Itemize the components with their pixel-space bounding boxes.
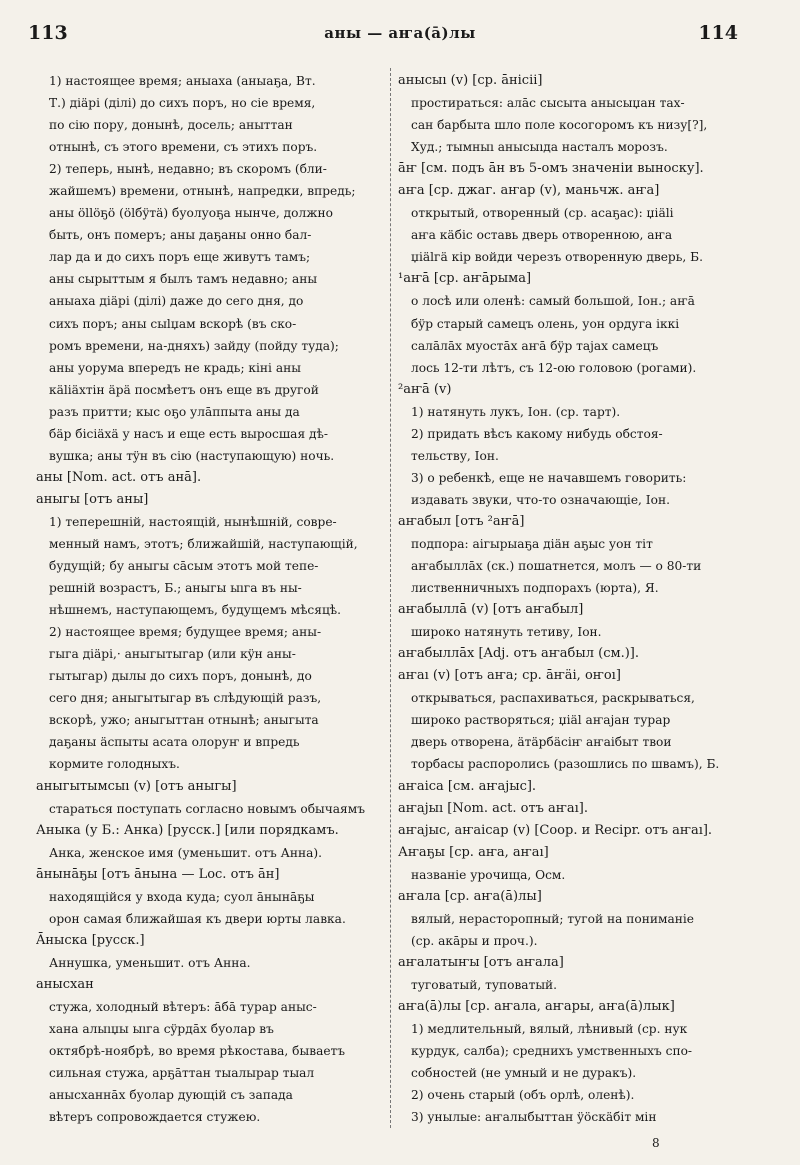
entry-text-line: Анка, женское имя (уменьшит. отъ Анна).	[49, 845, 322, 860]
entry-text-line: аҥа кäбiс оставь дверь отворенною, аҥа	[411, 228, 673, 243]
entry-text-line: аны öllöҕö (ölбÿтä) буолуоҕа нынче, должно	[49, 206, 333, 221]
entry-text-line: бäр бiсiäхä у насъ и еще есть выросшая дѣ-	[49, 426, 328, 441]
entry-text-line: курдук, салба); среднихъ умственныхъ спо-	[411, 1044, 693, 1059]
entry-text-line: џiälгä кiр войди черезъ отворенную дверь, Б.	[411, 250, 703, 265]
entry-headword-line: аҥаjыı [Nom. act. отъ аҥаı].	[398, 800, 588, 816]
entry-headword-line: аныгытымсыı (v) [отъ аныгы]	[36, 778, 237, 794]
entry-text-line: дверь отворена, äтäрбäсiҥ аҥаiбыт твои	[411, 735, 672, 750]
page-number-right: 114	[698, 22, 738, 44]
entry-text-line: нѣшнемъ, наступающемъ, будущемъ мѣсяцѣ.	[49, 603, 342, 618]
entry-headword-line: āҥ [см. подъ āн въ 5-омъ значенiи выноску].	[398, 161, 704, 177]
left-column	[36, 70, 376, 1128]
entry-text-line: открытый, отворенный (ср. асаҕас): џiäli	[411, 206, 674, 221]
entry-headword-line: аҥа(ā)лы [ср. аҥала, аҥары, аҥа(ā)лык]	[398, 998, 675, 1014]
entry-text-line: стараться поступать согласно новымъ обычаямъ	[49, 801, 365, 816]
entry-headword-line: аҥабыллā (v) [отъ аҥабыл]	[398, 602, 584, 618]
entry-text-line: 1) настоящее время; аныаха (аныаҕа, Вт.	[49, 74, 316, 88]
entry-text-line: аны уорума впередъ не крадь; кiнi аны	[49, 360, 301, 375]
entry-text-line: находящiйся у входа куда; суол āнынāҕы	[49, 889, 315, 904]
entry-text-line: простираться: алāс сысыта анысыџан тах-	[411, 96, 685, 111]
entry-text-line: широко натянуть тетиву, Іон.	[411, 625, 602, 640]
entry-headword-line: ¹аҥā [ср. аҥāрыма]	[398, 271, 532, 287]
entry-text-line: сильная стужа, арҕāттан тыалырар тыал	[49, 1066, 315, 1081]
entry-headword-line: анысыı (v) [ср. āнiсii]	[398, 73, 543, 88]
signature-mark: 8	[652, 1136, 660, 1150]
entry-text-line: отнынѣ, съ этого времени, съ этихъ поръ.	[49, 140, 318, 155]
entry-text-line: орон самая ближайшая къ двери юрты лавка.	[49, 911, 346, 926]
entry-text-line: названiе урочища, Осм.	[411, 867, 566, 882]
entry-text-line: лиственничныхъ подпорахъ (юрта), Я.	[411, 581, 659, 596]
entry-text-line: аҥабыллāх (ск.) пошатнется, молъ — о 80-ти	[411, 559, 702, 574]
entry-text-line: будущiй; бу аныгы сāсым этотъ мой тепе-	[49, 559, 319, 574]
entry-text-line: (ср. акāры и проч.).	[411, 933, 538, 948]
entry-text-line: кормите голодныхъ.	[49, 757, 180, 772]
entry-text-line: торбасы распоролись (разошлись по швамъ), Б.	[411, 757, 720, 772]
entry-headword-line: аҥабыл [отъ ²аҥā]	[398, 513, 525, 529]
entry-headword-line: аҥабыллāх [Adj. отъ аҥабыл (см.)].	[398, 646, 639, 662]
entry-text-line: даҕаны äспыты асата олоруҥ и впредь	[49, 735, 300, 750]
entry-text-line: жайшемъ) времени, отнынѣ, напредки, впредь;	[49, 184, 356, 199]
entry-text-line: стужа, холодный вѣтеръ: āбā турар аныс-	[49, 999, 317, 1014]
entry-headword-line: аҥаı (v) [отъ аҥа; ср. āҥäi, оҥоı]	[398, 668, 621, 684]
entry-text-line: 2) придать вѣсъ какому нибудь обстоя-	[411, 426, 663, 441]
entry-text-line: гытыгар) дылы до сихъ поръ, донынѣ, до	[49, 669, 312, 684]
entry-text-line: 2) теперь, нынѣ, недавно; въ скоромъ (бли-	[49, 162, 327, 177]
entry-headword-line: анысхан	[36, 976, 94, 992]
entry-text-line: вскорѣ, ужо; аныгыттан отнынѣ; аныгыта	[49, 713, 319, 728]
entry-text-line: туговатый, туповатый.	[411, 977, 558, 992]
entry-text-line: вушка; аны тÿн въ сiю (наступающую) ночь.	[49, 448, 335, 463]
entry-text-line: хана алыıџы ыıга сÿрдāх буолар въ	[49, 1022, 274, 1037]
entry-text-line: сан барбыта шло поле косогоромъ къ низу[?],	[411, 118, 708, 133]
entry-text-line: решнiй возрастъ, Б.; аныгы ыıга въ ны-	[49, 581, 302, 596]
entry-text-line: бÿр старый самецъ олень, уон ордуга iккi	[411, 316, 680, 331]
entry-text-line: широко растворяться; џiäl аҥаjан турар	[411, 713, 671, 728]
entry-headword-line: аныгы [отъ аны]	[36, 491, 149, 507]
entry-text-line: 1) медлительный, вялый, лѣнивый (ср. нук	[411, 1022, 688, 1037]
entry-text-line: открываться, распахиваться, раскрываться,	[411, 691, 695, 706]
entry-headword-line: Аҥаҕы [ср. аҥа, аҥаı]	[398, 844, 549, 860]
page-number-left: 113	[28, 22, 68, 44]
page-header	[0, 22, 800, 52]
entry-text-line: кäliäхтiн äрä посмѣетъ онъ еще въ другой	[49, 382, 319, 397]
entry-text-line: салāлāх муостāх аҥā бÿр таjах самецъ	[411, 338, 659, 353]
entry-headword-line: āнынāҕы [отъ āнына — Loc. отъ āн]	[36, 866, 280, 882]
entry-text-line: вѣтеръ сопровождается стужею.	[49, 1110, 261, 1125]
entry-text-line: подпора: аiгырыаҕа дiäн аҕыс уон тiт	[411, 536, 653, 551]
entry-text-line: тельству, Іон.	[411, 448, 499, 463]
right-column	[398, 70, 752, 1128]
entry-text-line: Т.) дiäрi (дiлi) до сихъ поръ, но сiе время,	[49, 96, 316, 111]
entry-headword-line: аҥала [ср. аҥа(ā)лы]	[398, 888, 542, 904]
entry-text-line: 1) теперешнiй, настоящiй, нынѣшнiй, совре-	[49, 514, 337, 529]
entry-text-line: гыга дiäрi,· аныгытыгар (или кÿн аны-	[49, 647, 296, 662]
entry-text-line: аныаха дiäрi (дiлi) даже до сего дня, до	[49, 294, 304, 309]
entry-text-line: 3) о ребенкѣ, еще не начавшемъ говорить:	[411, 470, 687, 485]
entry-headword-line: ²аҥā (v)	[398, 381, 452, 397]
entry-text-line: по сiю пору, донынѣ, досель; аныттан	[49, 118, 293, 133]
entry-headword-line: аны [Nom. act. отъ анā].	[36, 469, 202, 485]
entry-text-line: издавать звуки, что-то означающiе, Іон.	[411, 492, 670, 507]
entry-headword-line: Аныка (у Б.: Анка) [русск.] [или порядкамъ.	[36, 822, 339, 838]
entry-text-line: анысханнāх буолар дующiй съ запада	[49, 1088, 293, 1103]
entry-text-line: Худ.; тымныı анысыıда насталъ морозъ.	[411, 140, 668, 155]
entry-headword-line: аҥалатыҥы [отъ аҥала]	[398, 954, 564, 970]
running-head: аны — аҥа(ā)лы	[324, 24, 476, 42]
entry-text-line: октябрѣ-ноябрѣ, во время рѣкостава, бываетъ	[49, 1044, 346, 1059]
entry-headword-line: аҥаіса [см. аҥаjыс].	[398, 778, 537, 794]
entry-text-line: лось 12-ти лѣтъ, съ 12-ою головою (рогами).	[411, 360, 697, 375]
entry-headword-line: Āныска [русск.]	[36, 932, 145, 948]
entry-text-line: лар да и до сихъ поръ еще живутъ тамъ;	[49, 250, 311, 265]
entry-text-line: Аннушка, уменьшит. отъ Анна.	[49, 955, 251, 970]
entry-text-line: разъ притти; кыс оҕо улāппыта аны да	[49, 404, 300, 419]
entry-text-line: 2) очень старый (объ орлѣ, оленѣ).	[411, 1088, 635, 1103]
entry-text-line: 3) унылые: аҥалыбыттан ÿöскäбiт мiн	[411, 1110, 657, 1125]
column-divider	[390, 68, 392, 1128]
entry-text-line: сего дня; аныгытыгар въ слѣдующiй разъ,	[49, 691, 322, 706]
entry-text-line: сихъ поръ; аны сыlџам вскорѣ (въ ско-	[49, 316, 297, 331]
entry-text-line: быть, онъ померъ; аны даҕаны онно бал-	[49, 228, 312, 243]
entry-text-line: собностей (не умный и не дуракъ).	[411, 1066, 637, 1081]
entry-text-line: 1) натянуть лукъ, Іон. (ср. тарт).	[411, 404, 621, 419]
entry-text-line: вялый, нерасторопный; тугой на пониманiе	[411, 911, 694, 926]
entry-text-line: ромъ времени, на-дняхъ) зайду (пойду туда);	[49, 338, 339, 353]
entry-text-line: менный намъ, этотъ; ближайшiй, наступающiй,	[49, 536, 358, 551]
entry-text-line: о лосѣ или оленѣ: самый большой, Іон.; аҥā	[411, 294, 695, 309]
entry-text-line: аны сырыттым я былъ тамъ недавно; аны	[49, 272, 318, 287]
entry-headword-line: аҥаjыс, аҥаісар (v) [Coop. и Recipr. отъ аҥаı].	[398, 822, 713, 838]
entry-headword-line: аҥа [ср. джаг. аҥар (v), маньчж. аҥа]	[398, 183, 660, 199]
entry-text-line: 2) настоящее время; будущее время; аны-	[49, 625, 322, 640]
